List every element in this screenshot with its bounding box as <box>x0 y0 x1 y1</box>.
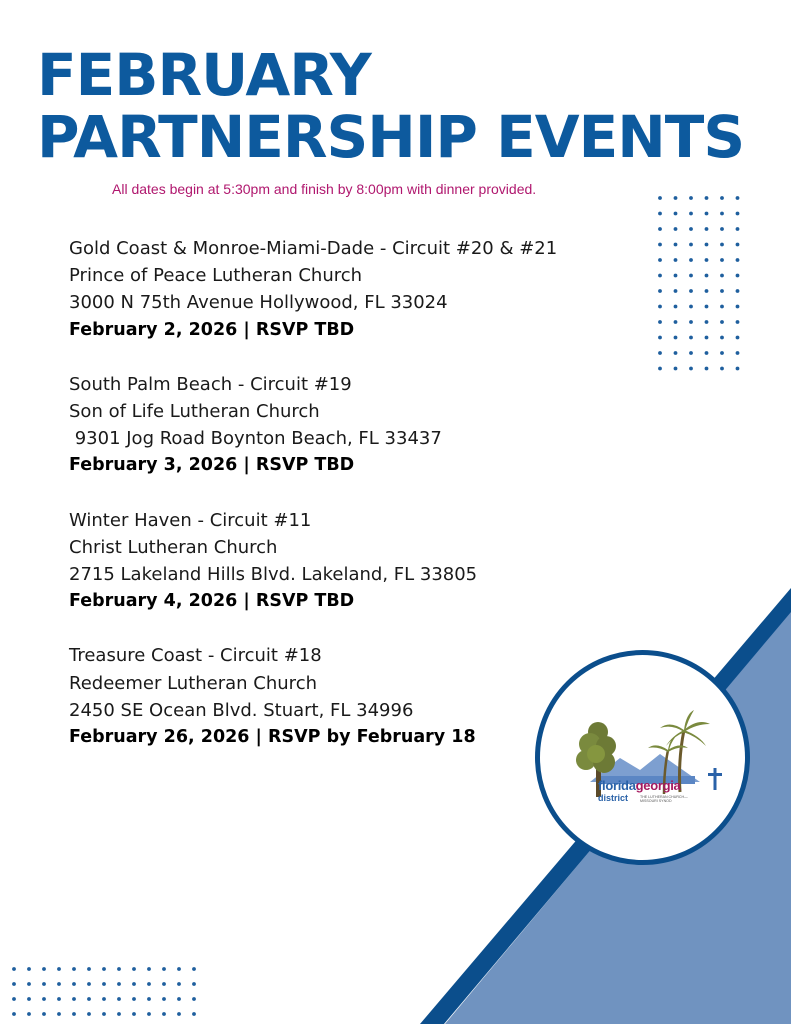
decor-dot <box>674 351 678 355</box>
decor-dot <box>674 320 678 324</box>
decor-dot <box>658 258 662 262</box>
decor-dot <box>12 967 16 971</box>
decor-dot <box>102 1012 106 1016</box>
logo-wordmark: floridageorgia <box>598 778 681 793</box>
decor-dot <box>658 336 662 340</box>
decor-dot <box>147 1012 151 1016</box>
decor-dot <box>658 227 662 231</box>
decor-dot <box>102 997 106 1001</box>
event-circuit: Treasure Coast - Circuit #18 <box>69 645 322 667</box>
decor-dot <box>658 367 662 371</box>
decor-dot <box>87 982 91 986</box>
decor-dot <box>674 289 678 293</box>
decor-dot <box>147 997 151 1001</box>
decor-dot <box>705 367 709 371</box>
dot-grid-bottom-left <box>12 967 196 1016</box>
event-date-rsvp: February 3, 2026 | RSVP TBD <box>69 455 355 476</box>
decor-dot <box>674 274 678 278</box>
decor-dot <box>736 196 740 200</box>
decor-dot <box>720 320 724 324</box>
event-date-rsvp: February 4, 2026 | RSVP TBD <box>69 591 355 612</box>
decor-dot <box>87 1012 91 1016</box>
decor-dot <box>658 196 662 200</box>
decor-dot <box>147 982 151 986</box>
event-address: 2450 SE Ocean Blvd. Stuart, FL 34996 <box>69 699 414 721</box>
event-date-rsvp: February 2, 2026 | RSVP TBD <box>69 319 355 340</box>
event-address: 3000 N 75th Avenue Hollywood, FL 33024 <box>69 292 448 314</box>
decor-dot <box>658 305 662 309</box>
cross-icon <box>708 768 722 790</box>
decor-dot <box>42 967 46 971</box>
decor-dot <box>87 997 91 1001</box>
event-item <box>69 235 629 344</box>
decor-dot <box>720 289 724 293</box>
decor-dot <box>117 1012 121 1016</box>
decor-dot <box>42 1012 46 1016</box>
decor-dot <box>177 967 181 971</box>
decor-dot <box>162 967 166 971</box>
decor-dot <box>674 336 678 340</box>
event-circuit: Gold Coast & Monroe-Miami-Dade - Circuit #20 & #21 <box>69 238 558 259</box>
decor-dot <box>12 1012 16 1016</box>
event-circuit: Winter Haven - Circuit #11 <box>69 509 312 531</box>
decor-dot <box>658 289 662 293</box>
decor-dot <box>736 289 740 293</box>
decor-dot <box>705 243 709 247</box>
decor-dot <box>674 243 678 247</box>
decor-dot <box>102 982 106 986</box>
decor-dot <box>72 982 76 986</box>
decor-dot <box>720 336 724 340</box>
decor-dot <box>132 967 136 971</box>
decor-dot <box>192 982 196 986</box>
decor-dot <box>162 982 166 986</box>
decor-dot <box>658 212 662 216</box>
decor-dot <box>27 997 31 1001</box>
decor-dot <box>117 967 121 971</box>
decor-dot <box>674 305 678 309</box>
decor-dot <box>162 997 166 1001</box>
decor-dot <box>87 967 91 971</box>
decor-dot <box>658 243 662 247</box>
decor-dot <box>720 274 724 278</box>
decor-dot <box>705 274 709 278</box>
decor-dot <box>705 305 709 309</box>
decor-dot <box>132 997 136 1001</box>
decor-dot <box>689 212 693 216</box>
decor-dot <box>689 196 693 200</box>
decor-dot <box>689 258 693 262</box>
decor-dot <box>705 336 709 340</box>
decor-dot <box>658 320 662 324</box>
decor-dot <box>720 258 724 262</box>
decor-dot <box>736 305 740 309</box>
decor-dot <box>674 367 678 371</box>
decor-dot <box>192 967 196 971</box>
decor-dot <box>720 367 724 371</box>
decor-dot <box>689 274 693 278</box>
decor-dot <box>689 320 693 324</box>
event-list <box>69 235 629 778</box>
event-item <box>69 507 629 616</box>
decor-dot <box>72 967 76 971</box>
decor-dot <box>57 997 61 1001</box>
time-note: All dates begin at 5:30pm and finish by 8:00pm with dinner provided. <box>112 181 537 197</box>
decor-dot <box>689 367 693 371</box>
decor-dot <box>720 212 724 216</box>
decor-dot <box>27 1012 31 1016</box>
decor-dot <box>705 320 709 324</box>
logo-tagline: THE LUTHERAN CHURCH— MISSOURI SYNOD <box>640 795 688 804</box>
decor-dot <box>689 351 693 355</box>
decor-dot <box>658 274 662 278</box>
decor-dot <box>705 258 709 262</box>
decor-dot <box>12 997 16 1001</box>
decor-dot <box>689 305 693 309</box>
decor-dot <box>132 1012 136 1016</box>
event-address: 2715 Lakeland Hills Blvd. Lakeland, FL 33805 <box>69 564 478 586</box>
decor-dot <box>736 336 740 340</box>
decor-dot <box>177 982 181 986</box>
decor-dot <box>674 227 678 231</box>
decor-dot <box>57 1012 61 1016</box>
decor-dot <box>736 258 740 262</box>
event-item <box>69 371 629 480</box>
decor-dot <box>658 351 662 355</box>
decor-dot <box>720 243 724 247</box>
decor-dot <box>720 305 724 309</box>
decor-dot <box>27 982 31 986</box>
decor-dot <box>132 982 136 986</box>
decor-dot <box>27 967 31 971</box>
decor-dot <box>689 227 693 231</box>
decor-dot <box>720 227 724 231</box>
title-line-1: FEBRUARY <box>37 41 371 109</box>
decor-dot <box>12 982 16 986</box>
dot-grid-top-right <box>658 196 739 370</box>
event-church: Prince of Peace Lutheran Church <box>69 265 363 287</box>
decor-dot <box>147 967 151 971</box>
decor-dot <box>736 243 740 247</box>
decor-dot <box>117 997 121 1001</box>
decor-dot <box>736 367 740 371</box>
event-church: Redeemer Lutheran Church <box>69 672 317 694</box>
decor-dot <box>736 274 740 278</box>
page-title <box>37 41 745 171</box>
decor-dot <box>57 967 61 971</box>
decor-dot <box>689 243 693 247</box>
decor-dot <box>177 997 181 1001</box>
decor-dot <box>689 336 693 340</box>
decor-dot <box>720 196 724 200</box>
decor-dot <box>72 997 76 1001</box>
decor-dot <box>674 212 678 216</box>
decor-dot <box>736 351 740 355</box>
district-logo <box>535 650 750 865</box>
decor-dot <box>102 967 106 971</box>
decor-dot <box>192 997 196 1001</box>
decor-dot <box>674 258 678 262</box>
title-line-2: PARTNERSHIP EVENTS <box>37 103 745 171</box>
decor-dot <box>57 982 61 986</box>
decor-dot <box>736 320 740 324</box>
event-date-rsvp: February 26, 2026 | RSVP by February 18 <box>69 727 476 748</box>
decor-dot <box>736 212 740 216</box>
decor-dot <box>705 289 709 293</box>
decor-dot <box>162 1012 166 1016</box>
decor-dot <box>42 997 46 1001</box>
decor-dot <box>705 196 709 200</box>
event-circuit: South Palm Beach - Circuit #19 <box>69 373 352 395</box>
decor-dot <box>736 227 740 231</box>
logo-district: district <box>598 793 629 803</box>
decor-dot <box>705 351 709 355</box>
event-address: 9301 Jog Road Boynton Beach, FL 33437 <box>69 428 442 450</box>
decor-dot <box>117 982 121 986</box>
decor-dot <box>72 1012 76 1016</box>
decor-dot <box>192 1012 196 1016</box>
decor-dot <box>674 196 678 200</box>
decor-dot <box>705 212 709 216</box>
decor-dot <box>689 289 693 293</box>
decor-dot <box>177 1012 181 1016</box>
decor-dot <box>705 227 709 231</box>
event-church: Christ Lutheran Church <box>69 536 278 558</box>
decor-dot <box>42 982 46 986</box>
event-church: Son of Life Lutheran Church <box>69 401 320 423</box>
decor-dot <box>720 351 724 355</box>
